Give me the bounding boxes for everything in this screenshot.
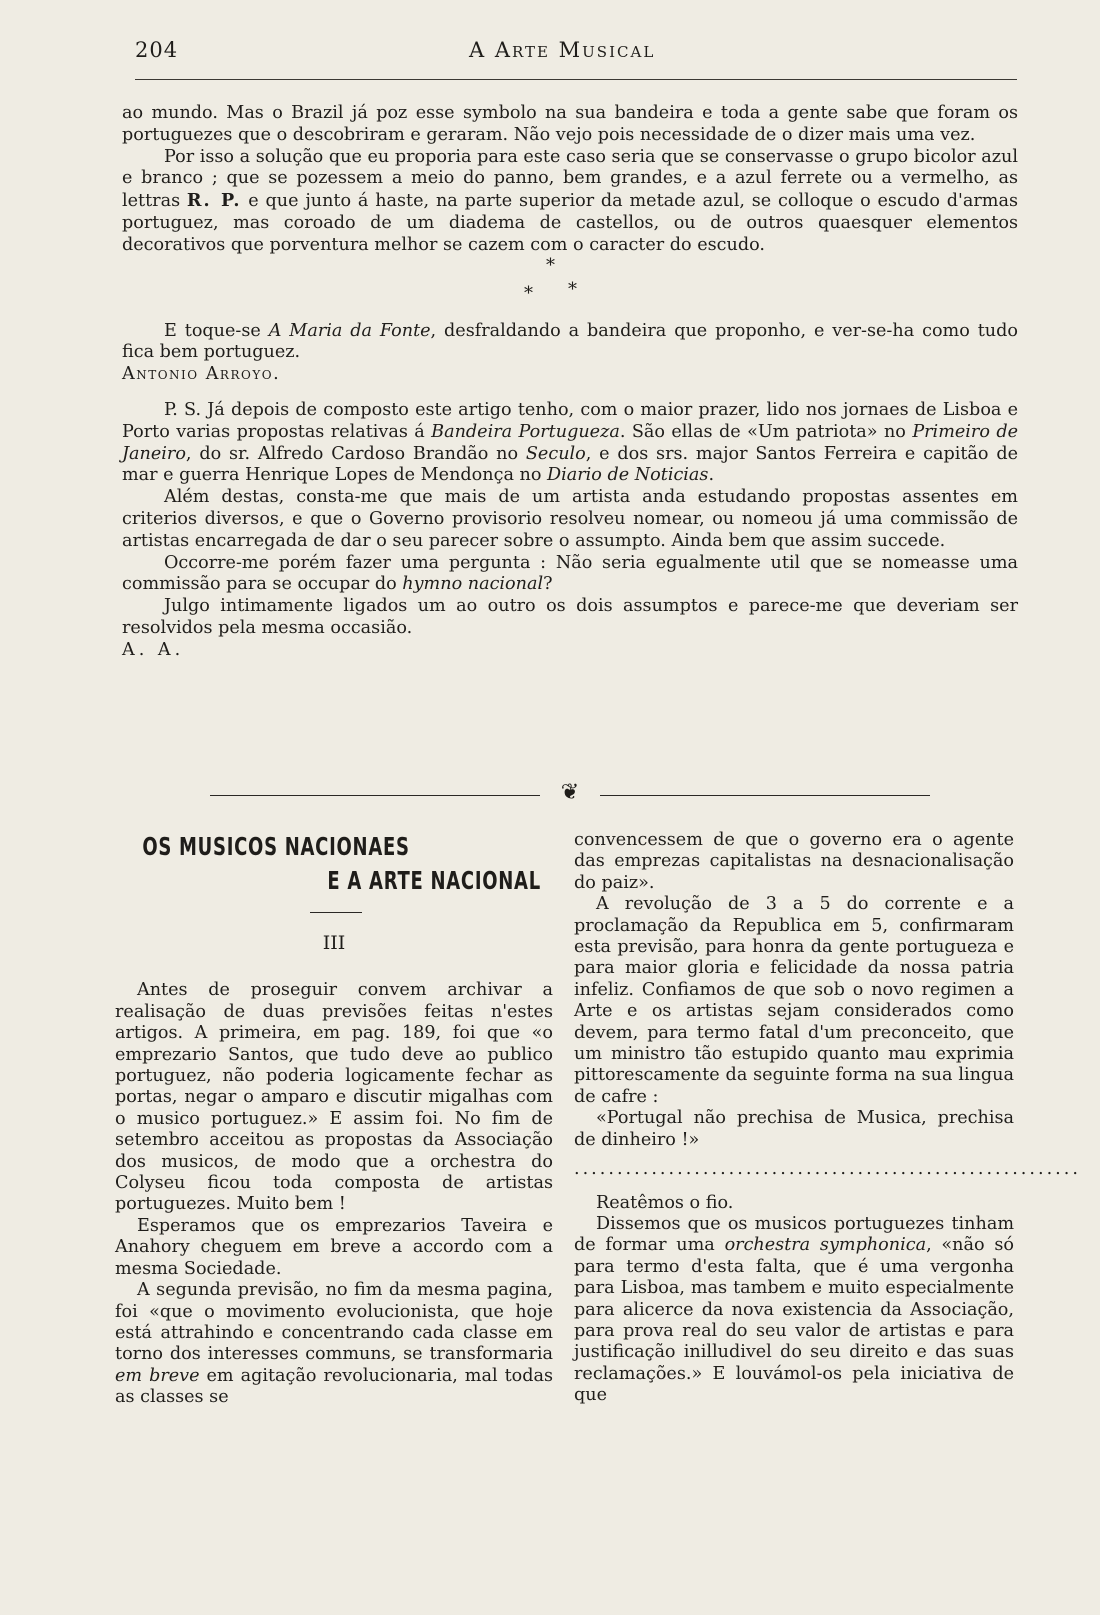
paragraph: Antes de proseguir convem archivar a realisação de duas previsões feitas n'estes artigos. A primeira, em pag. 189, foi que «o emprezario Santos, que tudo deve ao publico portuguez, não poderia logicamente fechar as portas, negar o amparo e discutir migalhas com o musico portuguez.» E assim foi. No fim de setembro acceitou as propostas da Associação dos musicos, de modo que a orchestra do Colyseu ficou toda composta de artistas portuguezes. Muito bem ! — [115, 980, 553, 1215]
paragraph — [574, 1214, 1014, 1407]
paragraph: convencessem de que o governo era o agente das emprezas capitalistas na desnacionalisação do paiz». — [574, 830, 1014, 893]
article-column-right — [574, 830, 1081, 1407]
asterism-star: * — [568, 278, 577, 300]
asterism — [122, 254, 1018, 321]
paragraph: ao mundo. Mas o Brazil já poz esse symbolo na sua bandeira e toda a gente sabe que foram os portuguezes que o descobriram e geraram. Não vejo pois necessidade de o dizer mais uma vez. — [122, 103, 1018, 145]
header-rule — [135, 79, 1017, 80]
initials-signature: A. A. — [122, 639, 185, 660]
text-run: P. S. Já depois de composto este artigo tenho, com o maior prazer, lido nos jornaes de Lisboa e Porto varias propostas relativas á — [122, 399, 1018, 442]
text-run: A segunda previsão, no fim da mesma pagina, foi «que o movimento evolucionista, que hoje está attrahindo e concentrando cada classe em torno dos interesses communs, se transformaria — [115, 1280, 553, 1365]
section-divider — [210, 780, 930, 806]
text-run: ? — [543, 574, 553, 595]
text-run: , do sr. Alfredo Cardoso Brandão no — [185, 443, 526, 464]
text-run: Por isso a solução que eu proporia para este caso seria que se conservasse o grupo bicolor azul e branco ; que se pozessem a meio do panno, bem grandes, e a azul ferrete ou a vermelho, as lettras — [122, 146, 1018, 212]
quotation: «Portugal não prechisa de Musica, prechisa de dinheiro !» — [574, 1108, 1014, 1150]
text-run: Dissemos que os musicos portuguezes tinham de formar uma — [574, 1213, 1014, 1256]
paragraph: Julgo intimamente ligados um ao outro os dois assumptos e parece-me que deveriam ser resolvidos pela mesma occasião. — [122, 596, 1018, 638]
asterism-star: * — [524, 282, 533, 304]
paragraph — [122, 553, 1018, 597]
title-line-1: OS MUSICOS NACIONAES — [142, 832, 410, 861]
text-run: em agitação revolucionaria, mal todas as classes se — [115, 1365, 554, 1408]
dotted-break: ........................................................... — [574, 1159, 1081, 1180]
flag-article-conclusion — [122, 103, 1018, 662]
text-run: . — [708, 465, 715, 486]
divider-line-right — [600, 795, 930, 796]
emphasis: Bandeira Portugueza — [431, 421, 620, 442]
emphasis: Primeiro de Janeiro — [122, 421, 1019, 464]
paragraph: Esperamos que os emprezarios Taveira e Anahory cheguem em breve a accordo com a mesma Sociedade. — [115, 1215, 553, 1279]
article-column-left — [115, 830, 553, 1409]
title-line-2: E A ARTE NACIONAL — [327, 866, 541, 895]
paragraph — [122, 147, 1018, 257]
emphasis: orchestra symphonica — [724, 1235, 927, 1256]
asterism-star: * — [546, 254, 555, 276]
flag-letters: R. P. — [186, 190, 242, 212]
emphasis: Seculo — [525, 443, 586, 464]
author-signature: Antonio Arroyo. — [122, 364, 281, 385]
page-header — [135, 38, 1015, 72]
paragraph: Reatêmos o fio. — [596, 1192, 734, 1213]
paragraph — [115, 1280, 553, 1408]
text-run: Occorre-me porém fazer uma pergunta : Não seria egualmente util que se nomeasse uma commissão para se occupar do — [122, 552, 1018, 595]
text-run: , «não só para termo d'esta falta, que é uma vergonha para Lisboa, mas tambem e muito especialmente para alicerce da nova existencia da Associação, para prova real do seu valor de artistas e para justificação inilludivel do seu direito e das suas reclamações.» E louvámol-os pela iniciativa de que — [574, 1235, 1014, 1406]
text-run: , e dos srs. major Santos Ferreira e capitão de mar e guerra Henrique Lopes de Mendonça no — [122, 443, 1018, 486]
emphasis: hymno nacional — [402, 574, 544, 595]
page-number: 204 — [135, 38, 179, 62]
emphasis: em breve — [115, 1365, 200, 1386]
part-number: III — [322, 932, 346, 954]
paragraph: Além destas, consta-me que mais de um artista anda estudando propostas assentes em criterios diversos, e que o Governo provisorio resolveu nomear, ou nomeou já uma commissão de artistas encarregada de dar o seu parecer sobre o assumpto. Ainda bem que assim succede. — [122, 487, 1018, 551]
paragraph: A revolução de 3 a 5 do corrente e a proclamação da Republica em 5, confirmaram esta previsão, para honra da gente portugueza e para maior gloria e felicidade da nossa patria infeliz. Confiamos de que sob o novo regimen a Arte e os artistas sejam considerados como devem, para termo fatal d'um preconceito, que um ministro tão estupido quanto mau exprimia pittorescamente da seguinte forma na sua lingua de cafre : — [574, 894, 1014, 1107]
text-run: , desfraldando a bandeira que proponho, e ver-se-ha como tudo fica bem portuguez. — [122, 320, 1018, 363]
title-rule — [310, 912, 362, 913]
fleuron-icon: ❦ — [560, 780, 580, 805]
article-title — [115, 830, 553, 898]
running-title: A Arte Musical — [469, 38, 656, 62]
paragraph — [122, 321, 1018, 365]
divider-line-left — [210, 795, 540, 796]
text-run: e que junto á haste, na parte superior da metade azul, se colloque o escudo d'armas portuguez, mas coroado de um diadema de castellos, ou de outros quaesquer elementos decorativos que porventura melhor se cazem com o caracter do escudo. — [122, 191, 1018, 255]
text-run: E toque-se — [164, 320, 269, 341]
text-run: . São ellas de «Um patriota» no — [619, 421, 913, 442]
emphasis: Diario de Noticias — [547, 465, 709, 486]
postscript — [122, 400, 1018, 487]
emphasis: A Maria da Fonte — [268, 320, 431, 341]
